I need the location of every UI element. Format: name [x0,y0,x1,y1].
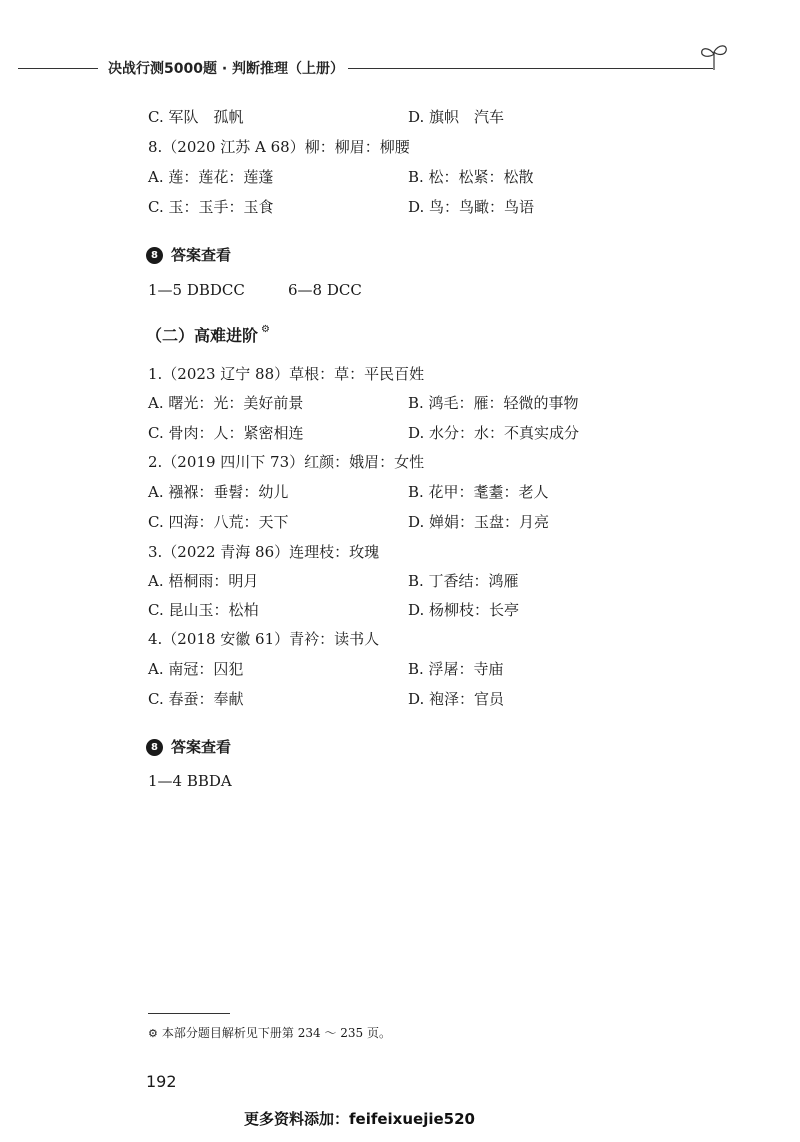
q4-option-c: C. 春蚕：奉献 [148,690,244,708]
q2-option-d: D. 婵娟：玉盘：月亮 [408,513,550,531]
answer-heading-1 [146,244,231,265]
answer-heading-label: 答案查看 [171,246,232,264]
q3-option-b: B. 丁香结：鸿雁 [408,572,519,590]
footnote-marker-icon: ⚙ [261,324,270,335]
q3-option-c: C. 昆山玉：松柏 [148,601,259,619]
watermark-text: 更多资料添加：feifeixuejie520 [244,1110,475,1128]
answer-heading-label: 答案查看 [171,738,232,756]
header-rule-right [348,68,713,69]
running-header [18,50,718,80]
q7-option-d: D. 旗帜 汽车 [408,108,505,126]
footnote-text: 本部分题目解析见下册第 234 ～ 235 页。 [161,1026,391,1040]
q4-option-d: D. 袍泽：官员 [408,690,505,708]
q7-option-c: C. 军队 孤帆 [148,108,244,126]
footnote [148,1024,391,1041]
q3-option-d: D. 杨柳枝：长亭 [408,601,520,619]
section-heading-label: （二）高难进阶 [146,326,259,345]
footnote-marker-icon: ⚙ [148,1027,158,1040]
q1-stem: 1.（2023 辽宁 88）草根：草：平民百姓 [148,365,425,383]
q8-option-a: A. 莲：莲花：莲蓬 [148,168,274,186]
q8-stem: 8.（2020 江苏 A 68）柳：柳眉：柳腰 [148,138,410,156]
section-heading-advanced [146,323,270,346]
sprout-icon [696,42,732,72]
q3-option-a: A. 梧桐雨：明月 [148,572,259,590]
q4-option-b: B. 浮屠：寺庙 [408,660,504,678]
q8-option-d: D. 鸟：鸟瞰：鸟语 [408,198,535,216]
q3-stem: 3.（2022 青海 86）连理枝：玫瑰 [148,543,380,561]
q2-option-b: B. 花甲：耄耋：老人 [408,483,549,501]
q2-option-a: A. 襁褓：垂髫：幼儿 [148,483,289,501]
header-rule-left [18,68,98,69]
q1-option-c: C. 骨肉：人：紧密相连 [148,424,304,442]
q2-option-c: C. 四海：八荒：天下 [148,513,289,531]
answer-badge-icon: 8 [146,739,163,756]
answer-range-6-8: 6—8 DCC [288,281,362,299]
answer-key-1 [148,281,362,299]
q8-option-c: C. 玉：玉手：玉食 [148,198,274,216]
answer-range-1-4: 1—4 BBDA [148,772,232,790]
q4-stem: 4.（2018 安徽 61）青衿：读书人 [148,630,380,648]
q1-option-a: A. 曙光：光：美好前景 [148,394,304,412]
header-title: 决战行测5000题 · 判断推理（上册） [108,61,345,77]
page-number: 192 [146,1072,177,1091]
answer-key-2 [148,772,232,790]
q1-option-b: B. 鸿毛：雁：轻微的事物 [408,394,579,412]
answer-range-1-5: 1—5 DBDCC [148,281,245,299]
q8-option-b: B. 松：松紧：松散 [408,168,534,186]
answer-heading-2 [146,736,231,757]
q2-stem: 2.（2019 四川下 73）红颜：娥眉：女性 [148,453,425,471]
footnote-rule [148,1013,230,1014]
q1-option-d: D. 水分：水：不真实成分 [408,424,580,442]
q4-option-a: A. 南冠：囚犯 [148,660,244,678]
answer-badge-icon: 8 [146,247,163,264]
